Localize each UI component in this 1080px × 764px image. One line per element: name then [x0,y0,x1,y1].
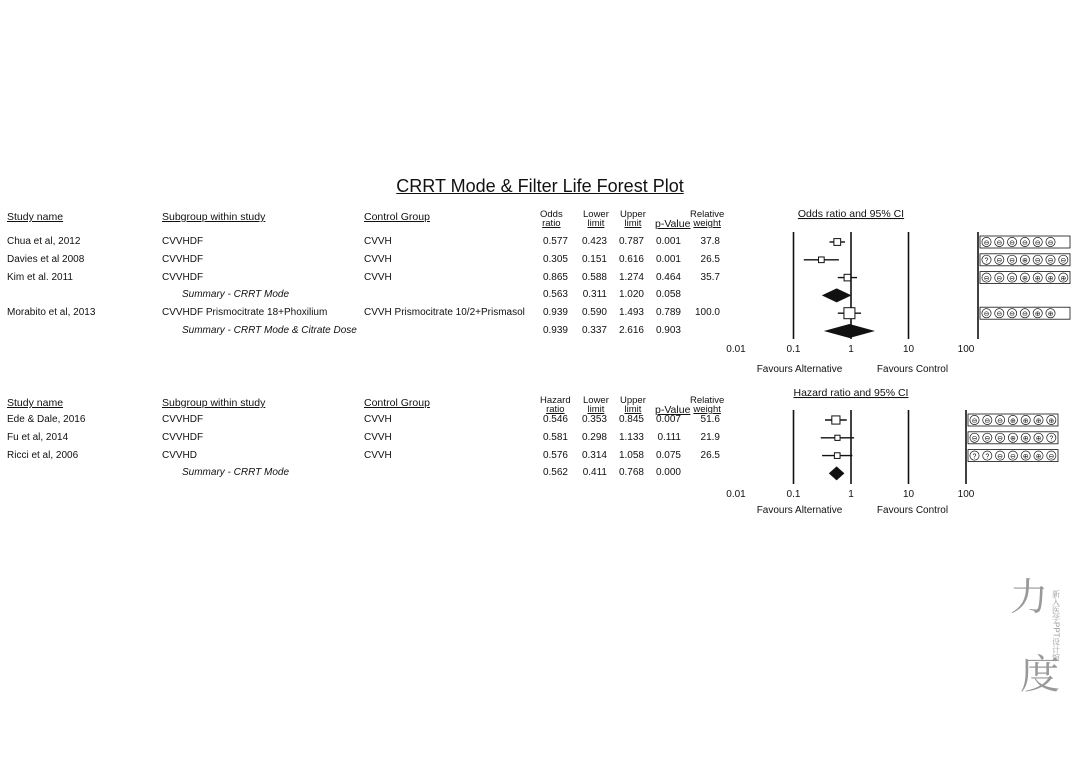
row-upper-limit: 1.133 [618,431,644,443]
header-lower-limit: Lower limit [583,209,609,229]
row-p-value: 0.007 [655,414,681,425]
row-upper-limit: 1.020 [618,289,644,301]
row-subgroup: CVVHDF [162,414,204,425]
quality-symbol: ⊖ [1009,311,1016,318]
row-ratio: 0.562 [542,467,568,479]
watermark-logo-char-2: 度 [1020,652,1060,698]
row-upper-limit: 0.768 [618,467,644,479]
row-p-value: 0.464 [655,271,681,283]
quality-symbol: ⊕ [1035,417,1042,425]
quality-symbol: ⊕ [1060,275,1067,283]
quality-symbol: ? [972,453,977,461]
row-subgroup: CVVHDF [162,271,204,283]
favours-right-label: Favours Control [876,364,949,375]
row-p-value: 0.903 [655,325,681,336]
watermark-logo [1008,570,1074,700]
plot-title-top: Odds ratio and 95% CI [797,208,905,220]
axis-tick-label: 0.01 [726,344,746,355]
quality-symbol: ⊖ [1021,239,1028,247]
row-control-group: CVVH [364,236,392,247]
row-p-value: 0.789 [655,307,681,319]
row-lower-limit: 0.353 [581,414,607,425]
favours-left-label: Favours Alternative [756,364,843,375]
quality-symbol: ⊖ [997,453,1004,461]
quality-symbol: ⊖ [983,275,990,283]
header-study-name: Study name [7,397,64,409]
row-p-value: 0.001 [655,253,681,265]
header-control-group: Control Group [364,211,430,223]
quality-symbol: ⊕ [1022,417,1029,425]
header-p-value: p-Value [655,404,691,416]
row-subgroup: CVVHD [162,449,198,461]
row-control-group: CVVH [364,449,392,461]
quality-symbol: ⊖ [1021,311,1028,318]
axis-tick-label: 0.01 [726,489,746,500]
quality-symbol: ⊕ [1009,417,1016,425]
quality-symbol: ⊖ [971,435,978,443]
quality-symbol: ⊖ [1009,257,1016,265]
quality-symbol: ⊖ [983,311,990,318]
quality-symbol: ⊖ [1009,239,1016,247]
row-lower-limit: 0.337 [581,325,607,336]
quality-symbol: ⊖ [996,239,1003,247]
header-upper-limit: Upper limit [620,209,646,229]
row-control-group: CVVH [364,414,392,425]
row-study-name: Chua et al, 2012 [7,236,81,247]
row-control-group: CVVH [364,253,392,265]
favours-right-label: Favours Control [876,505,949,516]
row-upper-limit: 0.616 [618,253,644,265]
quality-symbol: ⊖ [983,239,990,247]
row-relative-weight: 100.0 [694,307,720,319]
row-relative-weight: 51.6 [700,414,720,425]
row-upper-limit: 1.058 [618,449,644,461]
axis-tick-label: 100 [957,344,975,355]
header-relative-weight: Relative weight [690,209,725,229]
quality-symbol: ⊖ [997,417,1004,425]
axis-tick-label: 100 [957,489,975,500]
row-subgroup: CVVHDF [162,431,204,443]
row-ratio: 0.576 [542,449,568,461]
row-ratio: 0.577 [542,236,568,247]
row-upper-limit: 1.274 [618,271,644,283]
axis-tick-label: 1 [848,344,854,355]
watermark-side-text: 新入医学PPT设计馆 [1051,590,1061,662]
row-subgroup: Summary - CRRT Mode [182,467,290,479]
watermark-logo-char-1: 力 [1010,575,1049,619]
point-estimate-box [835,435,840,440]
quality-symbol: ⊖ [971,417,978,425]
row-lower-limit: 0.151 [581,253,607,265]
row-lower-limit: 0.411 [582,467,607,479]
row-p-value: 0.075 [655,449,681,461]
row-subgroup: Summary - CRRT Mode & Citrate Dose [182,325,357,336]
summary-diamond [822,288,852,302]
row-lower-limit: 0.588 [581,271,607,283]
header-ratio: Odds ratio [540,209,563,229]
axis-tick-label: 10 [902,344,915,355]
quality-symbol: ⊕ [1021,275,1028,283]
row-ratio: 0.939 [542,307,568,319]
row-ratio: 0.939 [542,325,568,336]
row-study-name: Morabito et al, 2013 [7,307,96,319]
row-ratio: 0.581 [542,431,568,443]
row-ratio: 0.563 [542,289,568,301]
axis-tick-label: 0.1 [786,344,801,355]
point-estimate-box [819,257,825,263]
row-upper-limit: 1.493 [618,307,644,319]
row-lower-limit: 0.298 [581,431,607,443]
favours-left-label: Favours Alternative [756,505,843,516]
row-study-name: Davies et al 2008 [7,253,85,265]
quality-symbol: ⊕ [1022,435,1029,443]
quality-symbol: ⊖ [1047,239,1054,247]
quality-symbol: ⊖ [984,435,991,443]
header-lower-limit: Lower limit [583,395,609,415]
row-p-value: 0.001 [655,236,681,247]
quality-symbol: ⊕ [1035,453,1042,461]
point-estimate-box [844,308,855,319]
quality-symbol: ⊕ [1035,435,1042,443]
row-relative-weight: 21.9 [700,431,720,443]
quality-symbol: ⊕ [1034,311,1041,318]
point-estimate-box [844,274,851,281]
header-relative-weight: Relative weight [690,395,725,415]
quality-symbol: ? [1049,435,1054,443]
row-ratio: 0.546 [542,414,568,425]
row-p-value: 0.000 [655,467,681,479]
row-p-value: 0.058 [655,289,681,301]
header-upper-limit: Upper limit [620,395,646,415]
chart-title: CRRT Mode & Filter Life Forest Plot [396,176,684,196]
quality-symbol: ⊖ [996,275,1003,283]
row-relative-weight: 26.5 [700,449,720,461]
quality-symbol: ⊕ [1048,417,1055,425]
row-upper-limit: 0.845 [618,414,644,425]
quality-symbol: ⊖ [1009,275,1016,283]
row-upper-limit: 2.616 [618,325,644,336]
row-lower-limit: 0.314 [581,449,607,461]
row-ratio: 0.865 [542,271,568,283]
quality-symbol: ⊖ [996,311,1003,318]
quality-symbol: ⊖ [1060,257,1067,265]
row-relative-weight: 35.7 [700,271,720,283]
quality-symbol: ⊖ [1034,239,1041,247]
quality-symbol: ? [985,453,990,461]
quality-symbol: ⊖ [997,435,1004,443]
summary-diamond [829,466,845,480]
axis-tick-label: 10 [902,489,915,500]
row-upper-limit: 0.787 [618,236,644,247]
point-estimate-box [834,239,841,246]
quality-symbol: ⊖ [1034,257,1041,265]
quality-symbol: ⊖ [1009,453,1016,461]
row-study-name: Kim et al. 2011 [7,271,73,283]
row-p-value: 0.111 [657,431,681,443]
row-subgroup: Summary - CRRT Mode [182,289,290,301]
row-relative-weight: 26.5 [700,253,720,265]
quality-symbol: ⊖ [1047,257,1054,265]
row-lower-limit: 0.590 [581,307,607,319]
row-study-name: Ricci et al, 2006 [7,449,79,461]
summary-diamond [824,324,875,338]
row-subgroup: CVVHDF [162,253,204,265]
header-subgroup: Subgroup within study [162,211,266,223]
axis-tick-label: 0.1 [786,489,801,500]
header-study-name: Study name [7,211,64,223]
row-relative-weight: 37.8 [700,236,720,247]
row-subgroup: CVVHDF [162,236,204,247]
row-control-group: CVVH Prismocitrate 10/2+Prismasol [364,307,525,319]
quality-symbol: ⊕ [1047,311,1054,318]
quality-symbol: ⊕ [1034,275,1041,283]
header-p-value: p-Value [655,218,691,230]
row-control-group: CVVH [364,431,392,443]
quality-symbol: ? [984,257,989,265]
axis-tick-label: 1 [848,489,854,500]
row-study-name: Fu et al, 2014 [7,431,69,443]
quality-symbol: ⊕ [1022,453,1029,461]
row-ratio: 0.305 [542,253,568,265]
quality-symbol: ⊕ [1009,435,1016,443]
plot-title-bottom: Hazard ratio and 95% CI [793,387,909,399]
quality-symbol: ⊕ [1047,275,1054,283]
row-study-name: Ede & Dale, 2016 [7,414,86,425]
row-lower-limit: 0.423 [581,236,607,247]
point-estimate-box [832,416,840,424]
quality-symbol: ⊖ [996,257,1003,265]
header-subgroup: Subgroup within study [162,397,266,409]
quality-symbol: ⊕ [1021,257,1028,265]
row-control-group: CVVH [364,271,392,283]
row-lower-limit: 0.311 [582,289,607,301]
row-subgroup: CVVHDF Prismocitrate 18+Phoxilium [162,307,328,319]
quality-symbol: ⊖ [984,417,991,425]
header-ratio: Hazard ratio [540,395,571,415]
point-estimate-box [834,453,840,459]
header-control-group: Control Group [364,397,430,409]
quality-symbol: ⊖ [1048,453,1055,461]
